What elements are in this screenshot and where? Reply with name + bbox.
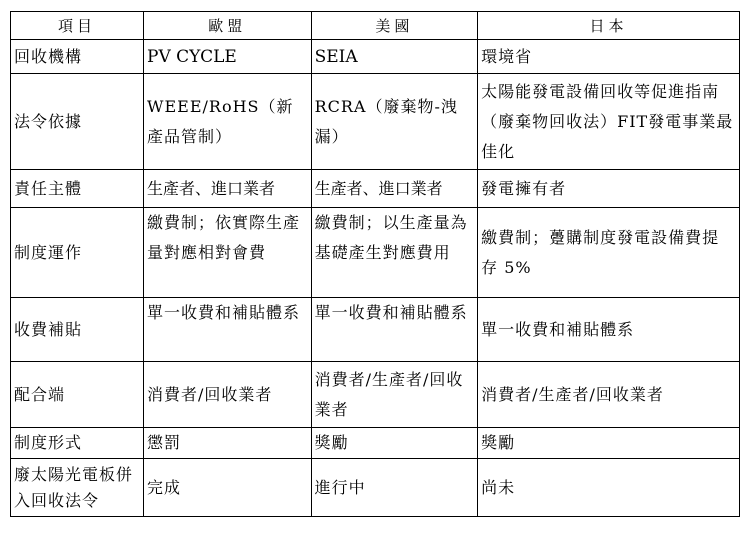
- cell-us: 進行中: [311, 459, 478, 517]
- row-label: 制度運作: [11, 208, 144, 298]
- row-label: 配合端: [11, 362, 144, 428]
- cell-us: 生產者、進口業者: [311, 170, 478, 208]
- header-row: [11, 12, 740, 40]
- cell-eu: PV CYCLE: [144, 40, 312, 74]
- table-row: [11, 40, 740, 74]
- cell-eu: 生產者、進口業者: [144, 170, 312, 208]
- table-row: [11, 459, 740, 517]
- cell-eu: 完成: [144, 459, 312, 517]
- cell-eu: 懲罰: [144, 428, 312, 459]
- row-label: 責任主體: [11, 170, 144, 208]
- cell-us: 獎勵: [311, 428, 478, 459]
- cell-eu: WEEE/RoHS（新產品管制）: [144, 74, 312, 170]
- table-row: [11, 208, 740, 298]
- row-label: 法令依據: [11, 74, 144, 170]
- row-label: 廢太陽光電板併入回收法令: [11, 459, 144, 517]
- header-us: 美國: [311, 12, 478, 40]
- table-row: [11, 170, 740, 208]
- cell-us: RCRA（廢棄物-洩漏）: [311, 74, 478, 170]
- table-row: [11, 298, 740, 362]
- cell-us: 單一收費和補貼體系: [311, 298, 478, 362]
- cell-jp: 環境省: [478, 40, 740, 74]
- header-item: 項目: [11, 12, 144, 40]
- table-row: [11, 74, 740, 170]
- cell-jp: 發電擁有者: [478, 170, 740, 208]
- cell-jp: 尚未: [478, 459, 740, 517]
- cell-eu: 繳費制；依實際生產量對應相對會費: [144, 208, 312, 298]
- cell-jp: 消費者/生產者/回收業者: [478, 362, 740, 428]
- cell-eu: 消費者/回收業者: [144, 362, 312, 428]
- cell-us: 消費者/生產者/回收業者: [311, 362, 478, 428]
- row-label: 回收機構: [11, 40, 144, 74]
- row-label: 收費補貼: [11, 298, 144, 362]
- table-row: [11, 362, 740, 428]
- row-label: 制度形式: [11, 428, 144, 459]
- header-jp: 日本: [478, 12, 740, 40]
- cell-us: SEIA: [311, 40, 478, 74]
- cell-eu: 單一收費和補貼體系: [144, 298, 312, 362]
- cell-us: 繳費制；以生產量為基礎產生對應費用: [311, 208, 478, 298]
- cell-jp: 單一收費和補貼體系: [478, 298, 740, 362]
- comparison-table-wrapper: [10, 11, 740, 517]
- header-eu: 歐盟: [144, 12, 312, 40]
- cell-jp: 繳費制；躉購制度發電設備費提存 5%: [478, 208, 740, 298]
- cell-jp: 獎勵: [478, 428, 740, 459]
- recycling-comparison-table: [10, 11, 740, 517]
- table-row: [11, 428, 740, 459]
- cell-jp: 太陽能發電設備回收等促進指南（廢棄物回收法）FIT發電事業最佳化: [478, 74, 740, 170]
